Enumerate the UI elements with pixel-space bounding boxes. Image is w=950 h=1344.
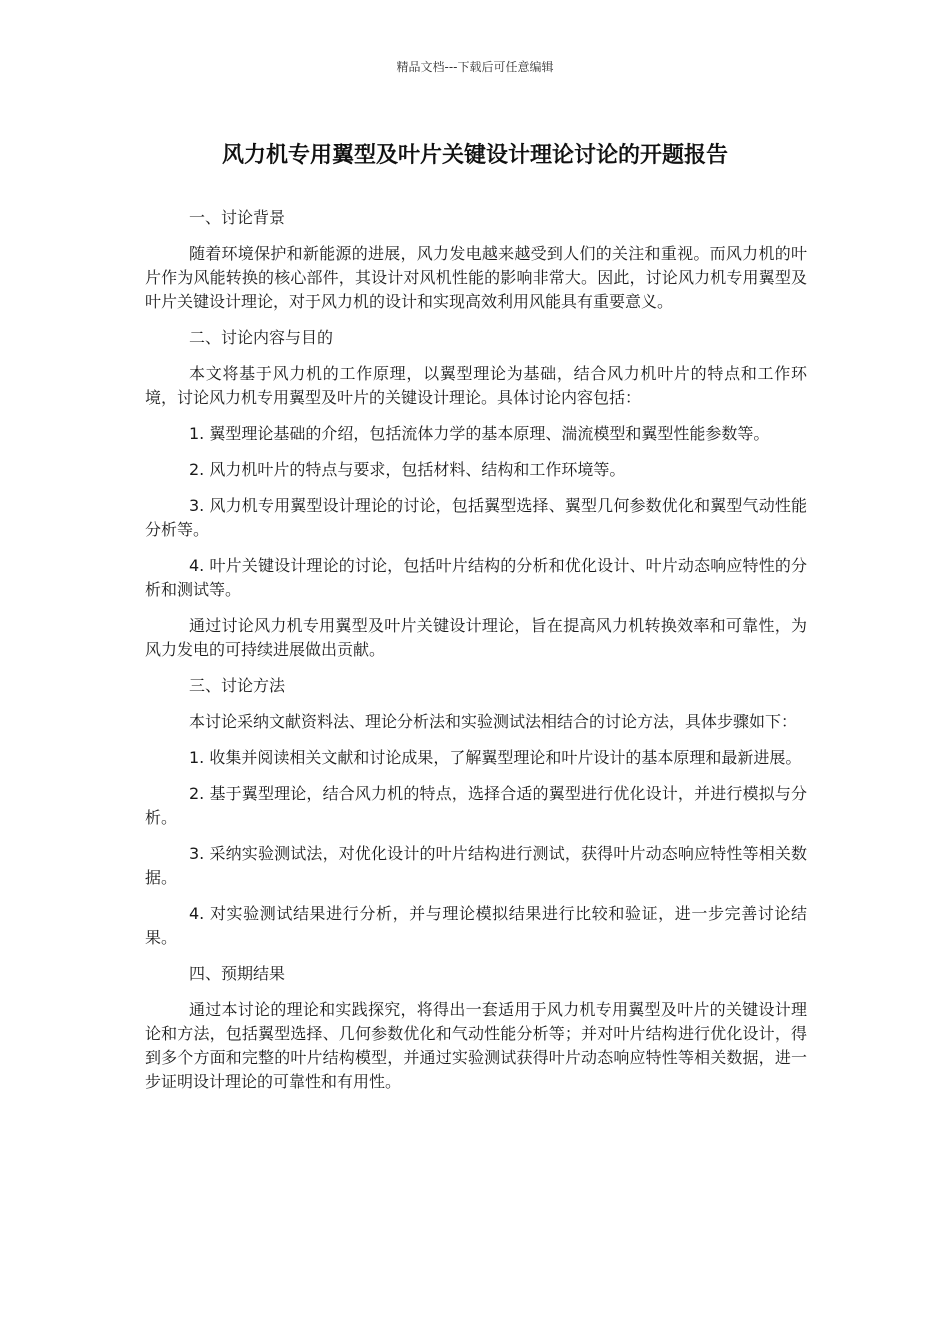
section-heading-expected-results: 四、预期结果 <box>189 964 286 983</box>
content-list-item-4: 4. 叶片关键设计理论的讨论，包括叶片结构的分析和优化设计、叶片动态响应特性的分析和测试等。 <box>145 556 807 599</box>
content-list-item-2: 2. 风力机叶片的特点与要求，包括材料、结构和工作环境等。 <box>189 460 626 479</box>
expected-results-paragraph: 通过本讨论的理论和实践探究，将得出一套适用于风力机专用翼型及叶片的关键设计理论和方法，包括翼型选择、几何参数优化和气动性能分析等；并对叶片结构进行优化设计，得到多个方面和完整的叶片结构模型，并通过实验测试获得叶片动态响应特性等相关数据，进一步证明设计理论的可靠性和有用性。 <box>145 1000 807 1091</box>
section-heading-content-purpose: 二、讨论内容与目的 <box>189 328 334 347</box>
content-list-item-3: 3. 风力机专用翼型设计理论的讨论，包括翼型选择、翼型几何参数优化和翼型气动性能分析等。 <box>145 496 807 539</box>
document-title: 风力机专用翼型及叶片关键设计理论讨论的开题报告 <box>221 143 728 168</box>
methods-step-2: 2. 基于翼型理论，结合风力机的特点，选择合适的翼型进行优化设计，并进行模拟与分析。 <box>145 784 807 827</box>
methods-intro-paragraph: 本讨论采纳文献资料法、理论分析法和实验测试法相结合的讨论方法，具体步骤如下： <box>189 712 798 731</box>
methods-step-1: 1. 收集并阅读相关文献和讨论成果，了解翼型理论和叶片设计的基本原理和最新进展。 <box>189 748 802 767</box>
content-list-item-1: 1. 翼型理论基础的介绍，包括流体力学的基本原理、湍流模型和翼型性能参数等。 <box>189 424 770 443</box>
content-intro-paragraph: 本文将基于风力机的工作原理，以翼型理论为基础，结合风力机叶片的特点和工作环境，讨论风力机专用翼型及叶片的关键设计理论。具体讨论内容包括： <box>145 364 807 407</box>
section-heading-background: 一、讨论背景 <box>189 208 286 227</box>
background-paragraph: 随着环境保护和新能源的进展，风力发电越来越受到人们的关注和重视。而风力机的叶片作为风能转换的核心部件，其设计对风机性能的影响非常大。因此，讨论风力机专用翼型及叶片关键设计理论，对于风力机的设计和实现高效利用风能具有重要意义。 <box>145 244 807 311</box>
methods-step-4: 4. 对实验测试结果进行分析，并与理论模拟结果进行比较和验证，进一步完善讨论结果。 <box>145 904 807 947</box>
methods-step-3: 3. 采纳实验测试法，对优化设计的叶片结构进行测试，获得叶片动态响应特性等相关数据。 <box>145 844 807 887</box>
page-header-note: 精品文档---下载后可任意编辑 <box>396 60 554 74</box>
content-purpose-paragraph: 通过讨论风力机专用翼型及叶片关键设计理论，旨在提高风力机转换效率和可靠性，为风力发电的可持续进展做出贡献。 <box>145 616 807 659</box>
document-body <box>145 206 807 1106</box>
section-heading-methods: 三、讨论方法 <box>189 676 286 695</box>
